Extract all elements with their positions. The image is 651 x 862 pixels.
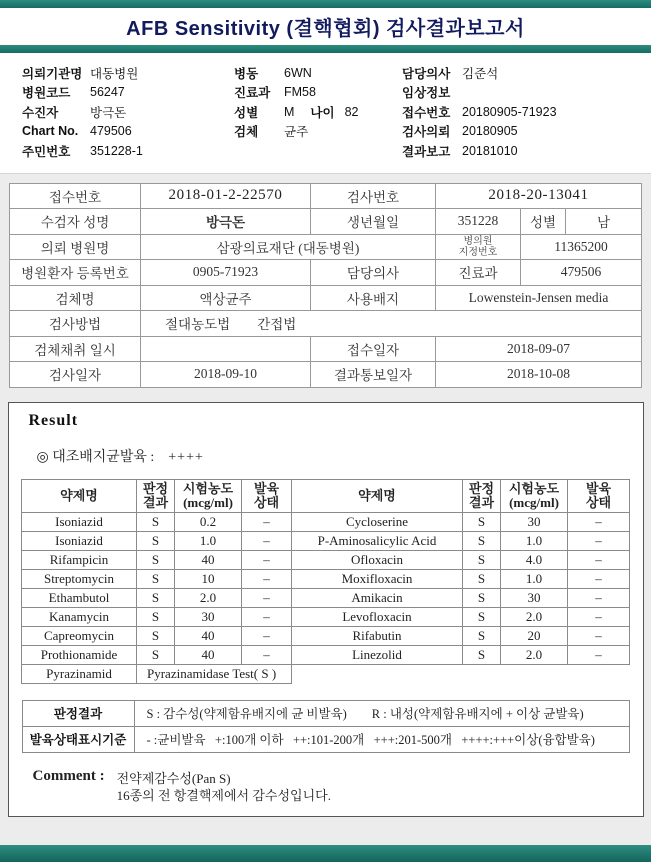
growth-cell: – bbox=[242, 512, 292, 531]
summary-label-cell: 검사방법 bbox=[10, 311, 141, 337]
summary-row bbox=[10, 311, 642, 337]
top-accent-bar bbox=[0, 0, 651, 8]
concentration-cell: 30 bbox=[501, 512, 568, 531]
legend-text: - :균비발육 +:100개 이하 ++:101-200개 +++:201-500개 ++++:+++이상(융합발육) bbox=[134, 726, 629, 752]
drug-name-cell: Isoniazid bbox=[22, 531, 137, 550]
summary-label-cell: 병원환자 등록번호 bbox=[10, 260, 141, 286]
growth-cell: – bbox=[568, 569, 630, 588]
sensitivity-header-row bbox=[22, 479, 630, 512]
summary-value-cell: 방극돈 bbox=[141, 209, 311, 235]
info-label: 검사의뢰 bbox=[402, 125, 451, 140]
header-line: 상태 bbox=[585, 494, 612, 510]
drug-row bbox=[22, 512, 630, 531]
info-label: 검체 bbox=[234, 125, 259, 140]
info-row bbox=[402, 122, 642, 142]
drug-row bbox=[22, 626, 630, 645]
judgement-cell: S bbox=[463, 569, 501, 588]
drug-name-cell: Amikacin bbox=[292, 588, 463, 607]
info-label: 병동 bbox=[234, 66, 259, 81]
summary-value-cell: 2018-10-08 bbox=[436, 362, 642, 388]
info-row bbox=[234, 122, 402, 142]
drug-name-cell: Rifabutin bbox=[292, 626, 463, 645]
summary-label-cell: 검사번호 bbox=[311, 183, 436, 209]
summary-value-cell: Lowenstein-Jensen media bbox=[436, 285, 642, 311]
info-row bbox=[402, 102, 642, 122]
judgement-cell: S bbox=[137, 607, 175, 626]
growth-cell: – bbox=[568, 645, 630, 664]
concentration-cell: 30 bbox=[175, 607, 242, 626]
summary-label-cell: 사용배지 bbox=[311, 285, 436, 311]
info-value: FM58 bbox=[284, 85, 316, 100]
summary-value-cell: 479506 bbox=[521, 260, 642, 286]
drug-name-cell: P-Aminosalicylic Acid bbox=[292, 531, 463, 550]
drug-name-cell: Streptomycin bbox=[22, 569, 137, 588]
summary-value-cell: 액상균주 bbox=[141, 285, 311, 311]
summary-row bbox=[10, 209, 642, 235]
legend-row bbox=[22, 726, 629, 752]
summary-row bbox=[10, 336, 642, 362]
summary-label-line: 지정번호 bbox=[458, 246, 498, 258]
summary-label-cell: 접수일자 bbox=[311, 336, 436, 362]
header-line: 판정 bbox=[468, 480, 495, 496]
info-row bbox=[22, 102, 234, 122]
summary-value-cell bbox=[141, 336, 311, 362]
summary-label-cell: 검체채취 일시 bbox=[10, 336, 141, 362]
drug-row bbox=[22, 569, 630, 588]
header-line: (mcg/ml) bbox=[509, 494, 559, 510]
drug-name-cell: Ethambutol bbox=[22, 588, 137, 607]
info-value: 82 bbox=[344, 104, 359, 119]
summary-row bbox=[10, 260, 642, 286]
result-title: Result bbox=[28, 411, 79, 429]
legend-text: S : 감수성(약제함유배지에 균 비발육) R : 내성(약제함유배지에 + 이상 균발육) bbox=[134, 700, 629, 726]
info-label: 수진자 bbox=[22, 105, 59, 120]
info-value: 20181010 bbox=[462, 143, 518, 158]
patient-info-section bbox=[0, 53, 651, 173]
summary-label-cell: 담당의사 bbox=[311, 260, 436, 286]
info-value: 56247 bbox=[90, 85, 125, 100]
summary-label-cell: 성별 bbox=[521, 209, 566, 235]
summary-label-cell: 생년월일 bbox=[311, 209, 436, 235]
growth-cell: – bbox=[242, 607, 292, 626]
summary-label-cell: 결과통보일자 bbox=[311, 362, 436, 388]
growth-cell: – bbox=[242, 588, 292, 607]
summary-row bbox=[10, 183, 642, 209]
info-row bbox=[22, 122, 234, 142]
info-row bbox=[402, 83, 642, 103]
judgement-cell: S bbox=[137, 645, 175, 664]
header-line: 상태 bbox=[253, 494, 280, 510]
info-label: 접수번호 bbox=[402, 105, 451, 120]
drug-name-cell: Rifampicin bbox=[22, 550, 137, 569]
info-value: 방극돈 bbox=[90, 105, 127, 120]
judgement-cell: S bbox=[463, 607, 501, 626]
summary-label-cell: 접수번호 bbox=[10, 183, 141, 209]
info-value: 균주 bbox=[284, 125, 309, 140]
info-label: 성별 bbox=[234, 105, 259, 120]
info-row bbox=[22, 83, 234, 103]
drug-name-cell: Levofloxacin bbox=[292, 607, 463, 626]
report-body bbox=[0, 173, 651, 846]
control-growth-label: ◎ 대조배지균발육 : bbox=[36, 449, 155, 465]
drug-name-cell: Prothionamide bbox=[22, 645, 137, 664]
top-accent-bar-2 bbox=[0, 45, 651, 53]
control-growth-value: ++++ bbox=[168, 449, 204, 465]
info-value: 479506 bbox=[90, 124, 132, 139]
concentration-cell: 1.0 bbox=[501, 531, 568, 550]
info-label: 주민번호 bbox=[22, 144, 71, 159]
growth-cell: – bbox=[568, 531, 630, 550]
summary-label-cell: 검사일자 bbox=[10, 362, 141, 388]
summary-row bbox=[10, 362, 642, 388]
concentration-cell: 2.0 bbox=[501, 645, 568, 664]
growth-cell: – bbox=[568, 512, 630, 531]
info-label: 결과보고 bbox=[402, 144, 451, 159]
summary-value-cell: 351228 bbox=[436, 209, 521, 235]
judgement-cell: S bbox=[463, 550, 501, 569]
info-label: 의뢰기관명 bbox=[22, 66, 83, 81]
comment-text bbox=[117, 768, 331, 804]
growth-cell: – bbox=[242, 550, 292, 569]
info-label: 담당의사 bbox=[402, 66, 451, 81]
summary-value-cell: 0905-71923 bbox=[141, 260, 311, 286]
info-value: 20180905 bbox=[462, 124, 518, 139]
judgement-cell: S bbox=[137, 569, 175, 588]
info-row bbox=[22, 63, 234, 83]
growth-cell: – bbox=[568, 607, 630, 626]
col-header-concentration bbox=[501, 479, 568, 512]
col-header-concentration bbox=[175, 479, 242, 512]
drug-row bbox=[22, 607, 630, 626]
col-header-judgement bbox=[463, 479, 501, 512]
info-column-1 bbox=[22, 63, 234, 161]
concentration-cell: 1.0 bbox=[501, 569, 568, 588]
drug-name-cell: Kanamycin bbox=[22, 607, 137, 626]
info-value: 6WN bbox=[284, 65, 312, 80]
header-line: 결과 bbox=[468, 494, 495, 510]
summary-value-cell: 남 bbox=[566, 209, 642, 235]
pyrazinamidase-note-cell: Pyrazinamidase Test( S ) bbox=[137, 664, 292, 683]
col-header-drug: 약제명 bbox=[292, 479, 463, 512]
summary-value-cell: 2018-09-10 bbox=[141, 362, 311, 388]
info-row bbox=[234, 63, 402, 83]
summary-value-cell: 삼광의료재단 (대동병원) bbox=[141, 234, 436, 260]
info-row bbox=[402, 63, 642, 83]
concentration-cell: 1.0 bbox=[175, 531, 242, 550]
drug-name-cell: Moxifloxacin bbox=[292, 569, 463, 588]
concentration-cell: 0.2 bbox=[175, 512, 242, 531]
header-line: 결과 bbox=[142, 494, 169, 510]
legend-row bbox=[22, 700, 629, 726]
control-growth-line bbox=[37, 446, 643, 466]
judgement-cell: S bbox=[137, 512, 175, 531]
growth-cell: – bbox=[242, 531, 292, 550]
info-label: 임상정보 bbox=[402, 86, 451, 101]
judgement-cell: S bbox=[137, 588, 175, 607]
info-column-3 bbox=[402, 63, 642, 161]
summary-label-cell bbox=[436, 234, 521, 260]
bottom-accent-bar bbox=[0, 845, 651, 862]
growth-cell: – bbox=[568, 626, 630, 645]
info-label: 진료과 bbox=[234, 86, 271, 101]
info-label: 병원코드 bbox=[22, 86, 71, 101]
summary-label-cell: 의뢰 병원명 bbox=[10, 234, 141, 260]
info-value: 20180905-71923 bbox=[462, 104, 557, 119]
summary-row bbox=[10, 285, 642, 311]
drug-name-cell: Ofloxacin bbox=[292, 550, 463, 569]
info-value: M bbox=[284, 104, 295, 119]
concentration-cell: 40 bbox=[175, 645, 242, 664]
summary-label-line: 병의원 bbox=[463, 235, 493, 247]
judgement-cell: S bbox=[463, 531, 501, 550]
judgement-cell: S bbox=[463, 512, 501, 531]
concentration-cell: 4.0 bbox=[501, 550, 568, 569]
concentration-cell: 30 bbox=[501, 588, 568, 607]
summary-label-cell: 수검자 성명 bbox=[10, 209, 141, 235]
drug-name-cell: Isoniazid bbox=[22, 512, 137, 531]
info-label: 나이 bbox=[310, 105, 335, 120]
empty-cell bbox=[292, 664, 630, 683]
summary-label-cell: 진료과 bbox=[436, 260, 521, 286]
header-line: 시험농도 bbox=[182, 480, 234, 496]
drug-name-cell: Linezolid bbox=[292, 645, 463, 664]
header-line: 발육 bbox=[253, 480, 280, 496]
col-header-growth bbox=[242, 479, 292, 512]
header-line: 판정 bbox=[142, 480, 169, 496]
drug-name-cell: Capreomycin bbox=[22, 626, 137, 645]
info-value: 김준석 bbox=[462, 66, 499, 81]
growth-cell: – bbox=[242, 645, 292, 664]
drug-row-pyrazinamid bbox=[22, 664, 630, 683]
concentration-cell: 10 bbox=[175, 569, 242, 588]
legend-table bbox=[22, 700, 630, 753]
info-row bbox=[234, 83, 402, 103]
summary-value-cell: 11365200 bbox=[521, 234, 642, 260]
report-header bbox=[0, 8, 651, 45]
summary-label-cell: 검체명 bbox=[10, 285, 141, 311]
concentration-cell: 20 bbox=[501, 626, 568, 645]
concentration-cell: 40 bbox=[175, 550, 242, 569]
concentration-cell: 2.0 bbox=[175, 588, 242, 607]
judgement-cell: S bbox=[137, 550, 175, 569]
judgement-cell: S bbox=[463, 588, 501, 607]
info-row bbox=[22, 141, 234, 161]
growth-cell: – bbox=[568, 588, 630, 607]
summary-value-cell: 2018-20-13041 bbox=[436, 183, 642, 209]
comment-line: 16종의 전 항결핵제에서 감수성입니다. bbox=[116, 787, 331, 803]
sensitivity-table bbox=[21, 479, 630, 684]
judgement-cell: S bbox=[137, 531, 175, 550]
header-line: 시험농도 bbox=[508, 480, 560, 496]
summary-table bbox=[9, 183, 642, 388]
comment-section bbox=[33, 768, 643, 804]
summary-row bbox=[10, 234, 642, 260]
judgement-cell: S bbox=[463, 645, 501, 664]
summary-value-cell: 2018-01-2-22570 bbox=[141, 183, 311, 209]
drug-name-cell: Cycloserine bbox=[292, 512, 463, 531]
summary-value-cell: 2018-09-07 bbox=[436, 336, 642, 362]
info-row bbox=[402, 141, 642, 161]
legend-label: 판정결과 bbox=[22, 700, 134, 726]
judgement-cell: S bbox=[137, 626, 175, 645]
report-title: AFB Sensitivity (결핵협회) 검사결과보고서 bbox=[126, 18, 525, 40]
drug-row bbox=[22, 645, 630, 664]
drug-row bbox=[22, 588, 630, 607]
concentration-cell: 2.0 bbox=[501, 607, 568, 626]
summary-value-cell: 절대농도법 간접법 bbox=[141, 311, 642, 337]
info-column-2 bbox=[234, 63, 402, 161]
info-label: Chart No. bbox=[22, 124, 79, 139]
header-line: (mcg/ml) bbox=[183, 494, 233, 510]
col-header-judgement bbox=[137, 479, 175, 512]
legend-label: 발육상태표시기준 bbox=[22, 726, 134, 752]
col-header-growth bbox=[568, 479, 630, 512]
col-header-drug: 약제명 bbox=[22, 479, 137, 512]
drug-row bbox=[22, 550, 630, 569]
comment-label: Comment : bbox=[32, 767, 105, 784]
growth-cell: – bbox=[568, 550, 630, 569]
growth-cell: – bbox=[242, 569, 292, 588]
header-line: 발육 bbox=[585, 480, 612, 496]
judgement-cell: S bbox=[463, 626, 501, 645]
growth-cell: – bbox=[242, 626, 292, 645]
comment-line: 전약제감수성(Pan S) bbox=[116, 770, 231, 786]
result-panel bbox=[8, 402, 644, 817]
drug-name-cell: Pyrazinamid bbox=[22, 664, 137, 683]
drug-row bbox=[22, 531, 630, 550]
info-value: 351228-1 bbox=[90, 143, 143, 158]
concentration-cell: 40 bbox=[175, 626, 242, 645]
info-value: 대동병원 bbox=[90, 66, 139, 81]
info-row bbox=[234, 102, 402, 122]
